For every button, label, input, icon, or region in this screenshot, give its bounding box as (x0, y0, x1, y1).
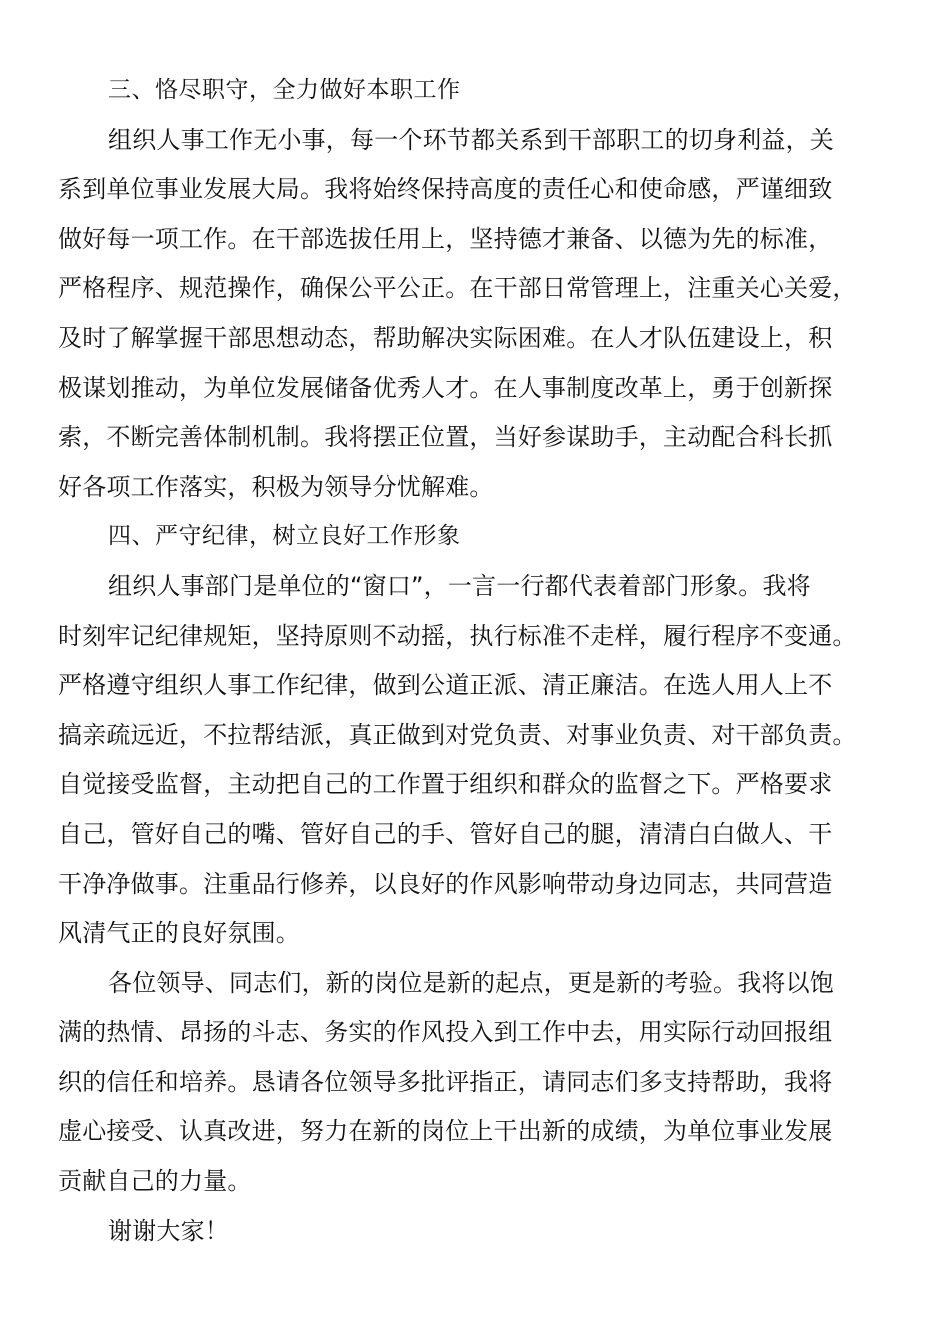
paragraph-conclusion (58, 959, 898, 1207)
paragraph-line: 严格程序、规范操作，确保公平公正。在干部日常管理上，注重关心关爱， (58, 274, 857, 303)
paragraph-line: 贡献自己的力量。 (58, 1167, 252, 1196)
paragraph-line: 极谋划推动，为单位发展储备优秀人才。在人事制度改革上，勇于创新探 (58, 373, 833, 402)
paragraph-line: 织的信任和培养。恳请各位领导多批评指正，请同志们多支持帮助，我将 (58, 1067, 833, 1096)
paragraph-line: 组织人事工作无小事，每一个环节都关系到干部职工的切身利益，关 (108, 125, 834, 154)
paragraph-line: 搞亲疏远近，不拉帮结派，真正做到对党负责、对事业负责、对干部负责。 (58, 720, 857, 749)
paragraph-duties (58, 116, 898, 513)
paragraph-line: 自觉接受监督，主动把自己的工作置于组织和群众的监督之下。严格要求 (58, 770, 833, 799)
paragraph-line: 做好每一项工作。在干部选拔任用上，坚持德才兼备、以德为先的标准， (58, 224, 833, 253)
section-heading-three (58, 66, 898, 116)
heading-line: 四、严守纪律，树立良好工作形象 (108, 523, 461, 550)
document-body (58, 66, 898, 1256)
closing-line: 谢谢大家！ (108, 1216, 229, 1245)
paragraph-line: 时刻牢记纪律规矩，坚持原则不动摇，执行标准不走样，履行程序不变通。 (58, 621, 857, 650)
paragraph-line: 满的热情、昂扬的斗志、务实的作风投入到工作中去，用实际行动回报组 (58, 1018, 833, 1047)
paragraph-line: 风清气正的良好氛围。 (58, 919, 300, 948)
section-heading-four (58, 512, 898, 562)
paragraph-discipline (58, 562, 898, 959)
closing-thanks (58, 1207, 898, 1257)
heading-line: 三、恪尽职守，全力做好本职工作 (108, 77, 461, 103)
paragraph-line: 组织人事部门是单位的“窗口”，一言一行都代表着部门形象。我将 (108, 571, 811, 600)
paragraph-line: 各位领导、同志们，新的岗位是新的起点，更是新的考验。我将以饱 (108, 968, 834, 997)
paragraph-line: 系到单位事业发展大局。我将始终保持高度的责任心和使命感，严谨细致 (58, 175, 833, 204)
paragraph-line: 自己，管好自己的嘴、管好自己的手、管好自己的腿，清清白白做人、干 (58, 819, 833, 848)
paragraph-line: 虚心接受、认真改进，努力在新的岗位上干出新的成绩，为单位事业发展 (58, 1117, 833, 1146)
paragraph-line: 好各项工作落实，积极为领导分忧解难。 (58, 472, 494, 501)
paragraph-line: 干净净做事。注重品行修养，以良好的作风影响带动身边同志，共同营造 (58, 869, 833, 898)
paragraph-line: 及时了解掌握干部思想动态，帮助解决实际困难。在人才队伍建设上，积 (58, 323, 833, 352)
paragraph-line: 索，不断完善体制机制。我将摆正位置，当好参谋助手，主动配合科长抓 (58, 423, 833, 452)
paragraph-line: 严格遵守组织人事工作纪律，做到公道正派、清正廉洁。在选人用人上不 (58, 671, 833, 700)
